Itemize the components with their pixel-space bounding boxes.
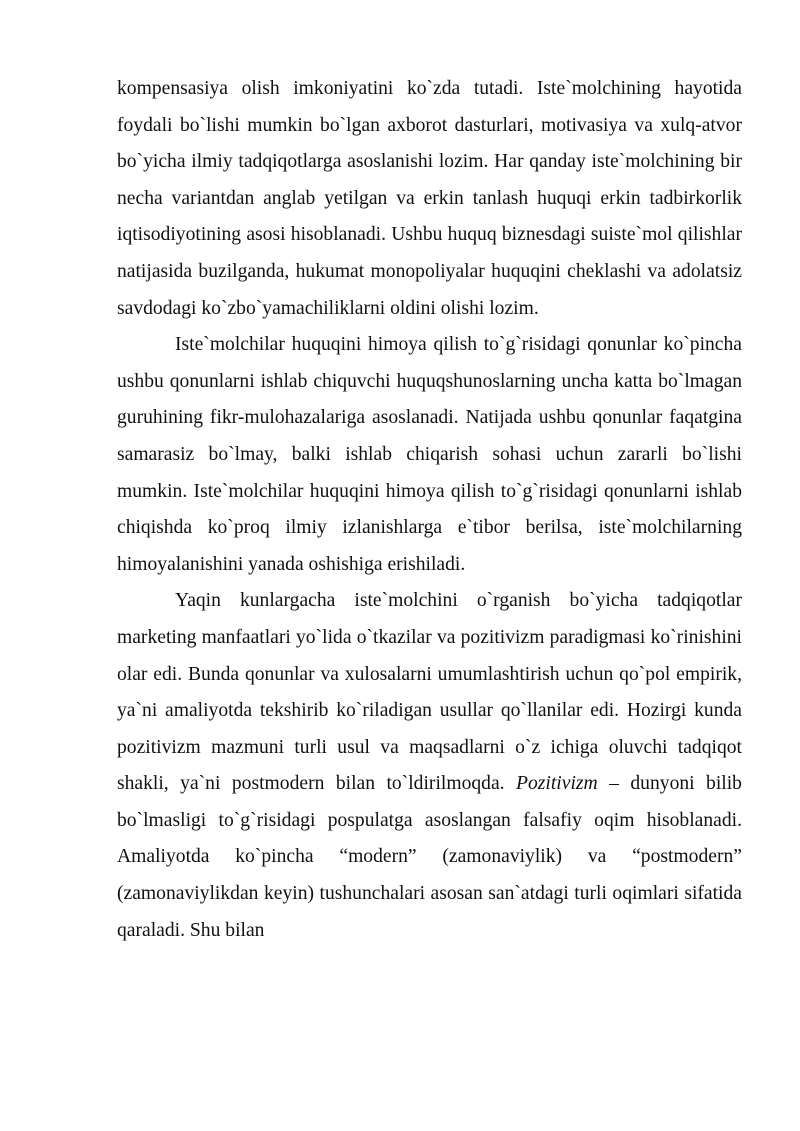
paragraph-3 [117,583,742,949]
document-body [117,71,742,949]
paragraph-3-text-end: – dunyoni bilib bo`lmasligi to`g`risidagi pospulatga asoslangan falsafiy oqim hisoblanadi. Amaliyotda ko`pincha “modern” (zamonaviylik) va “postmodern” (zamonaviylikdan keyin) tushunchalari asosan san`atdagi turli oqimlari sifatida qaraladi. Shu bilan [117,773,742,941]
paragraph-3-text-start: Yaqin kunlargacha iste`molchini o`rganish bo`yicha tadqiqotlar marketing manfaatlari yo`lida o`tkazilar va pozitivizm paradigmasi ko`rinishini olar edi. Bunda qonunlar va xulosalarni umumlashtirish uchun qo`pol empirik, ya`ni amaliyotda tekshirib ko`riladigan usullar qo`llanilar edi. Hozirgi kunda pozitivizm mazmuni turli usul va maqsadlarni o`z ichiga oluvchi tadqiqot shakli, ya`ni postmodern bilan to`ldirilmoqda. [117,590,742,795]
paragraph-2: Iste`molchilar huquqini himoya qilish to`g`risidagi qonunlar ko`pincha ushbu qonunlarni ishlab chiquvchi huquqshunoslarning uncha katta bo`lmagan guruhining fikr-mulohazalariga asoslanadi. Natijada ushbu qonunlar faqatgina samarasiz bo`lmay, balki ishlab chiqarish sohasi uchun zararli bo`lishi mumkin. Iste`molchilar huquqini himoya qilish to`g`risidagi qonunlarni ishlab chiqishda ko`proq ilmiy izlanishlarga e`tibor berilsa, iste`molchilarning himoyalanishini yanada oshishiga erishiladi. [117,334,742,575]
italic-term-pozitivizm: Pozitivizm [516,773,598,795]
paragraph-1: kompensasiya olish imkoniyatini ko`zda tutadi. Iste`molchining hayotida foydali bo`lishi mumkin bo`lgan axborot dasturlari, motivasiya va xulq-atvor bo`yicha ilmiy tadqiqotlarga asoslanishi lozim. Har qanday iste`molchining bir necha variantdan anglab yetilgan va erkin tanlash huquqi erkin tadbirkorlik iqtisodiyotining asosi hisoblanadi. Ushbu huquq biznesdagi suiste`mol qilishlar natijasida buzilganda, hukumat monopoliyalar huquqini cheklashi va adolatsiz savdodagi ko`zbo`yamachiliklarni oldini olishi lozim. [117,78,742,319]
